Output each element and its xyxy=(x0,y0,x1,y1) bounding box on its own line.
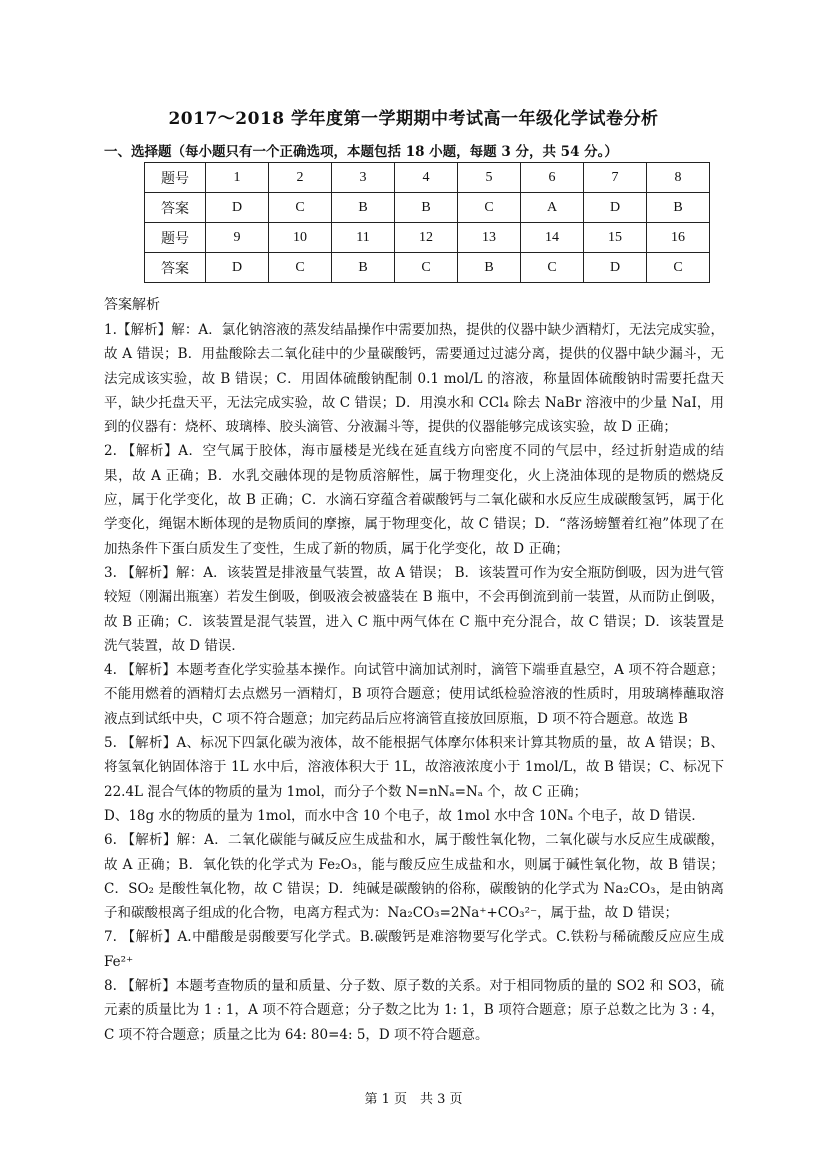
table-cell: C xyxy=(647,253,710,283)
table-cell: B xyxy=(332,253,395,283)
analysis-paragraph: D、18g 水的物质的量为 1mol，而水中含 10 个电子，故 1mol 水中含 10Nₐ 个电子，故 D 错误． xyxy=(104,807,705,824)
analysis-paragraph: 8. 【解析】本题考查物质的量和质量、分子数、原子数的关系。对于相同物质的量的 SO2 和 SO3，硫元素的质量比为 1 : 1，A 项不符合题意；分子数之比为 1: 1，B 项符合题意；原子总数之比为 3 : 4，C 项不符合题意；质量之比为 64: 80=4: 5，D 项不符合题意。 xyxy=(104,978,724,1043)
table-cell: 10 xyxy=(269,223,332,253)
table-cell: 7 xyxy=(584,163,647,193)
table-cell: C xyxy=(395,253,458,283)
table-cell: C xyxy=(269,193,332,223)
table-cell: 3 xyxy=(332,163,395,193)
table-cell: B xyxy=(395,193,458,223)
table-cell: 6 xyxy=(521,163,584,193)
table-cell: C xyxy=(521,253,584,283)
table-row xyxy=(145,163,710,193)
table-cell: B xyxy=(647,193,710,223)
analysis-body xyxy=(104,318,724,1047)
analysis-heading: 答案解析 xyxy=(104,297,160,313)
table-cell: C xyxy=(458,193,521,223)
table-cell: 11 xyxy=(332,223,395,253)
table-cell: 9 xyxy=(206,223,269,253)
table-cell: B xyxy=(332,193,395,223)
table-cell: 15 xyxy=(584,223,647,253)
answer-table xyxy=(144,162,710,283)
table-cell: 2 xyxy=(269,163,332,193)
table-row-header: 题号 xyxy=(145,163,206,193)
analysis-paragraph: 2. 【解析】A．空气属于胶体，海市蜃楼是光线在延直线方向密度不同的气层中，经过折射造成的结果，故 A 正确；B．水乳交融体现的是物质溶解性，属于物理变化，火上浇油体现的是物质的燃烧反应，属于化学变化，故 B 正确；C．水滴石穿蕴含着碳酸钙与二氧化碳和水反应生成碳酸氢钙，属于化学变化，绳锯木断体现的是物质间的摩擦，属于物理变化，故 C 错误；D．“落汤螃蟹着红袍”体现了在加热条件下蛋白质发生了变性，生成了新的物质，属于化学变化，故 D 正确； xyxy=(104,443,724,557)
analysis-paragraph: 3. 【解析】解：A．该装置是排液量气装置，故 A 错误； B．该装置可作为安全瓶防倒吸，因为进气管较短（刚漏出瓶塞）若发生倒吸，倒吸液会被盛装在 B 瓶中，不会再倒流到前一装置，从而防止倒吸，故 B 正确；C．该装置是混气装置，进入 C 瓶中两气体在 C 瓶中充分混合，故 C 错误；D．该装置是洗气装置，故 D 错误． xyxy=(104,564,724,654)
analysis-paragraph: 4. 【解析】本题考查化学实验基本操作。向试管中滴加试剂时，滴管下端垂直悬空，A 项不符合题意；不能用燃着的酒精灯去点燃另一酒精灯，B 项符合题意；使用试纸检验溶液的性质时，用玻璃棒蘸取溶液点到试纸中央，C 项不符合题意；加完药品后应将滴管直接放回原瓶，D 项不符合题意。故选 B xyxy=(104,662,724,727)
analysis-paragraph: 7. 【解析】A.中醋酸是弱酸要写化学式。B.碳酸钙是难溶物要写化学式。C.铁粉与稀硫酸反应应生成 Fe²⁺ xyxy=(104,929,724,970)
page-footer: 第 1 页 共 3 页 xyxy=(364,1092,463,1107)
analysis-paragraph: 6. 【解析】解：A．二氧化碳能与碱反应生成盐和水，属于酸性氧化物，二氧化碳与水反应生成碳酸，故 A 正确；B．氧化铁的化学式为 Fe₂O₃，能与酸反应生成盐和水，则属于碱性氧化物，故 B 错误；C．SO₂ 是酸性氧化物，故 C 错误；D．纯碱是碳酸钠的俗称，碳酸钠的化学式为 Na₂CO₃，是由钠离子和碳酸根离子组成的化合物，电离方程式为：Na₂CO₃=2Na⁺+CO₃²⁻，属于盐，故 D 错误； xyxy=(104,832,724,922)
table-cell: 12 xyxy=(395,223,458,253)
table-cell: 13 xyxy=(458,223,521,253)
table-row xyxy=(145,193,710,223)
table-row xyxy=(145,253,710,283)
table-cell: A xyxy=(521,193,584,223)
table-cell: 1 xyxy=(206,163,269,193)
section-heading: 一、选择题（每小题只有一个正确选项，本题包括 18 小题，每题 3 分，共 54 分。） xyxy=(104,144,618,160)
table-cell: D xyxy=(584,193,647,223)
analysis-paragraph: 5. 【解析】A、标况下四氯化碳为液体，故不能根据气体摩尔体积来计算其物质的量，故 A 错误；B、将氢氧化钠固体溶于 1L 水中后，溶液体积大于 1L，故溶液浓度小于 1mol/L，故 B 错误；C、标况下 22.4L 混合气体的物质的量为 1mol，而分子个数 N=nNₐ=Nₐ 个，故 C 正确； xyxy=(104,735,724,800)
table-cell: 16 xyxy=(647,223,710,253)
table-cell: 5 xyxy=(458,163,521,193)
table-cell: 14 xyxy=(521,223,584,253)
table-row-header: 题号 xyxy=(145,223,206,253)
page-title: 2017～2018 学年度第一学期期中考试高一年级化学试卷分析 xyxy=(168,109,659,129)
table-row xyxy=(145,223,710,253)
table-cell: D xyxy=(206,253,269,283)
table-cell: D xyxy=(584,253,647,283)
table-cell: B xyxy=(458,253,521,283)
table-cell: 8 xyxy=(647,163,710,193)
table-cell: 4 xyxy=(395,163,458,193)
analysis-paragraph: 1.【解析】解：A．氯化钠溶液的蒸发结晶操作中需要加热，提供的仪器中缺少酒精灯，无法完成实验，故 A 错误；B．用盐酸除去二氧化硅中的少量碳酸钙，需要通过过滤分离，提供的仪器中缺少漏斗，无法完成该实验，故 B 错误；C．用固体硫酸钠配制 0.1 mol/L 的溶液，称量固体硫酸钠时需要托盘天平，缺少托盘天平，无法完成实验，故 C 错误；D．用溴水和 CCl₄ 除去 NaBr 溶液中的少量 NaI，用到的仪器有：烧杯、玻璃棒、胶头滴管、分液漏斗等，提供的仪器能够完成该实验，故 D 正确； xyxy=(104,322,724,436)
table-cell: D xyxy=(206,193,269,223)
table-cell: C xyxy=(269,253,332,283)
table-row-header: 答案 xyxy=(145,253,206,283)
table-row-header: 答案 xyxy=(145,193,206,223)
